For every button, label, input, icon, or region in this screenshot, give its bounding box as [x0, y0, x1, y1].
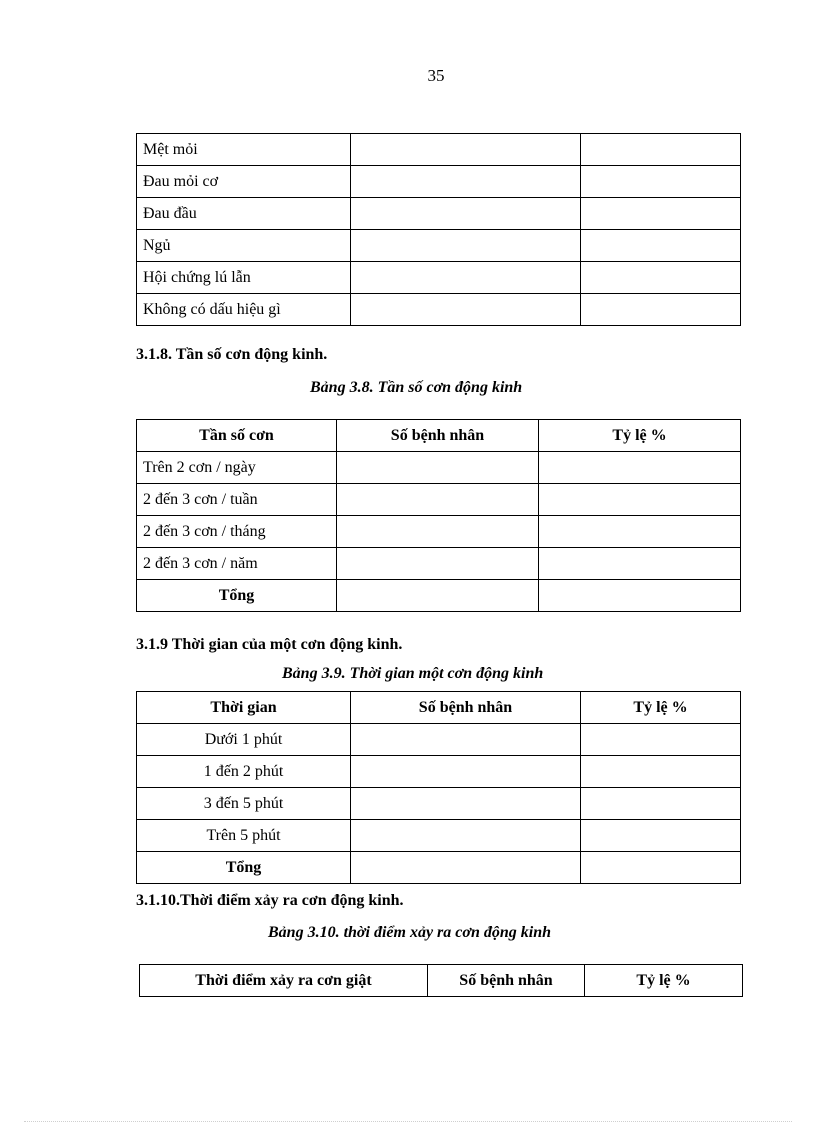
table-cell: 2 đến 3 cơn / năm — [137, 548, 337, 580]
column-header: Tỷ lệ % — [581, 692, 741, 724]
table-cell — [351, 166, 581, 198]
table-row — [137, 820, 741, 852]
table-cell — [337, 484, 539, 516]
table-cell — [581, 756, 741, 788]
table-row — [137, 262, 741, 294]
table-cell: Ngủ — [137, 230, 351, 262]
table-cell — [351, 198, 581, 230]
total-label: Tổng — [137, 852, 351, 884]
table-cell — [351, 820, 581, 852]
table-cell — [581, 262, 741, 294]
table-cell — [351, 294, 581, 326]
column-header: Thời điểm xảy ra cơn giật — [140, 965, 428, 997]
table-cell — [351, 756, 581, 788]
table-cell — [581, 230, 741, 262]
table-cell: Mệt mỏi — [137, 134, 351, 166]
table-cell — [539, 580, 741, 612]
table-cell — [581, 788, 741, 820]
table-cell — [337, 548, 539, 580]
table-row — [137, 724, 741, 756]
table-cell — [539, 484, 741, 516]
table-cell: Hội chứng lú lẫn — [137, 262, 351, 294]
section-heading-3-1-9: 3.1.9 Thời gian của một cơn động kinh. — [136, 636, 403, 653]
section-heading-3-1-10: 3.1.10.Thời điểm xảy ra cơn động kinh. — [136, 892, 404, 909]
table-cell — [581, 166, 741, 198]
table-cell: 1 đến 2 phút — [137, 756, 351, 788]
table-total-row — [137, 852, 741, 884]
table-cell: Dưới 1 phút — [137, 724, 351, 756]
table-cell — [581, 820, 741, 852]
column-header: Số bệnh nhân — [337, 420, 539, 452]
table-header-row — [137, 692, 741, 724]
column-header: Số bệnh nhân — [428, 965, 585, 997]
table-cell: 2 đến 3 cơn / tuần — [137, 484, 337, 516]
section-heading-3-1-8: 3.1.8. Tần số cơn động kinh. — [136, 346, 328, 363]
table-cell: Trên 2 cơn / ngày — [137, 452, 337, 484]
table-cell: 3 đến 5 phút — [137, 788, 351, 820]
table-cell — [581, 852, 741, 884]
table-row — [137, 230, 741, 262]
table-cell — [351, 262, 581, 294]
table-cell — [581, 294, 741, 326]
frequency-table — [136, 419, 741, 612]
table-caption-3-8: Bảng 3.8. Tần số cơn động kinh — [310, 379, 523, 396]
table-cell — [351, 230, 581, 262]
table-cell — [351, 134, 581, 166]
table-row — [137, 788, 741, 820]
table-caption-3-10: Bảng 3.10. thời điểm xảy ra cơn động kinh — [268, 924, 551, 941]
table-row — [137, 294, 741, 326]
table-row — [137, 134, 741, 166]
table-row — [137, 548, 741, 580]
table-cell — [581, 134, 741, 166]
column-header: Tần số cơn — [137, 420, 337, 452]
table-header-row — [137, 420, 741, 452]
table-row — [137, 516, 741, 548]
onset-time-table — [139, 964, 743, 997]
table-cell — [351, 788, 581, 820]
column-header: Thời gian — [137, 692, 351, 724]
table-header-row — [140, 965, 743, 997]
table-cell — [351, 852, 581, 884]
table-cell — [351, 724, 581, 756]
table-cell — [539, 452, 741, 484]
table-total-row — [137, 580, 741, 612]
table-row — [137, 198, 741, 230]
column-header: Tỷ lệ % — [539, 420, 741, 452]
page-bottom-divider — [24, 1121, 792, 1122]
table-row — [137, 166, 741, 198]
table-cell: 2 đến 3 cơn / tháng — [137, 516, 337, 548]
table-cell — [581, 724, 741, 756]
table-cell — [539, 548, 741, 580]
table-row — [137, 484, 741, 516]
table-cell — [337, 580, 539, 612]
total-label: Tổng — [137, 580, 337, 612]
table-cell — [337, 452, 539, 484]
column-header: Tỷ lệ % — [585, 965, 743, 997]
table-row — [137, 756, 741, 788]
table-cell — [337, 516, 539, 548]
table-cell — [581, 198, 741, 230]
table-cell: Trên 5 phút — [137, 820, 351, 852]
symptoms-table — [136, 133, 741, 326]
table-cell: Đau mỏi cơ — [137, 166, 351, 198]
table-cell — [539, 516, 741, 548]
page-number: 35 — [427, 66, 445, 85]
column-header: Số bệnh nhân — [351, 692, 581, 724]
table-caption-3-9: Bảng 3.9. Thời gian một cơn động kinh — [282, 665, 544, 682]
table-cell: Đau đầu — [137, 198, 351, 230]
table-row — [137, 452, 741, 484]
duration-table — [136, 691, 741, 884]
table-cell: Không có dấu hiệu gì — [137, 294, 351, 326]
